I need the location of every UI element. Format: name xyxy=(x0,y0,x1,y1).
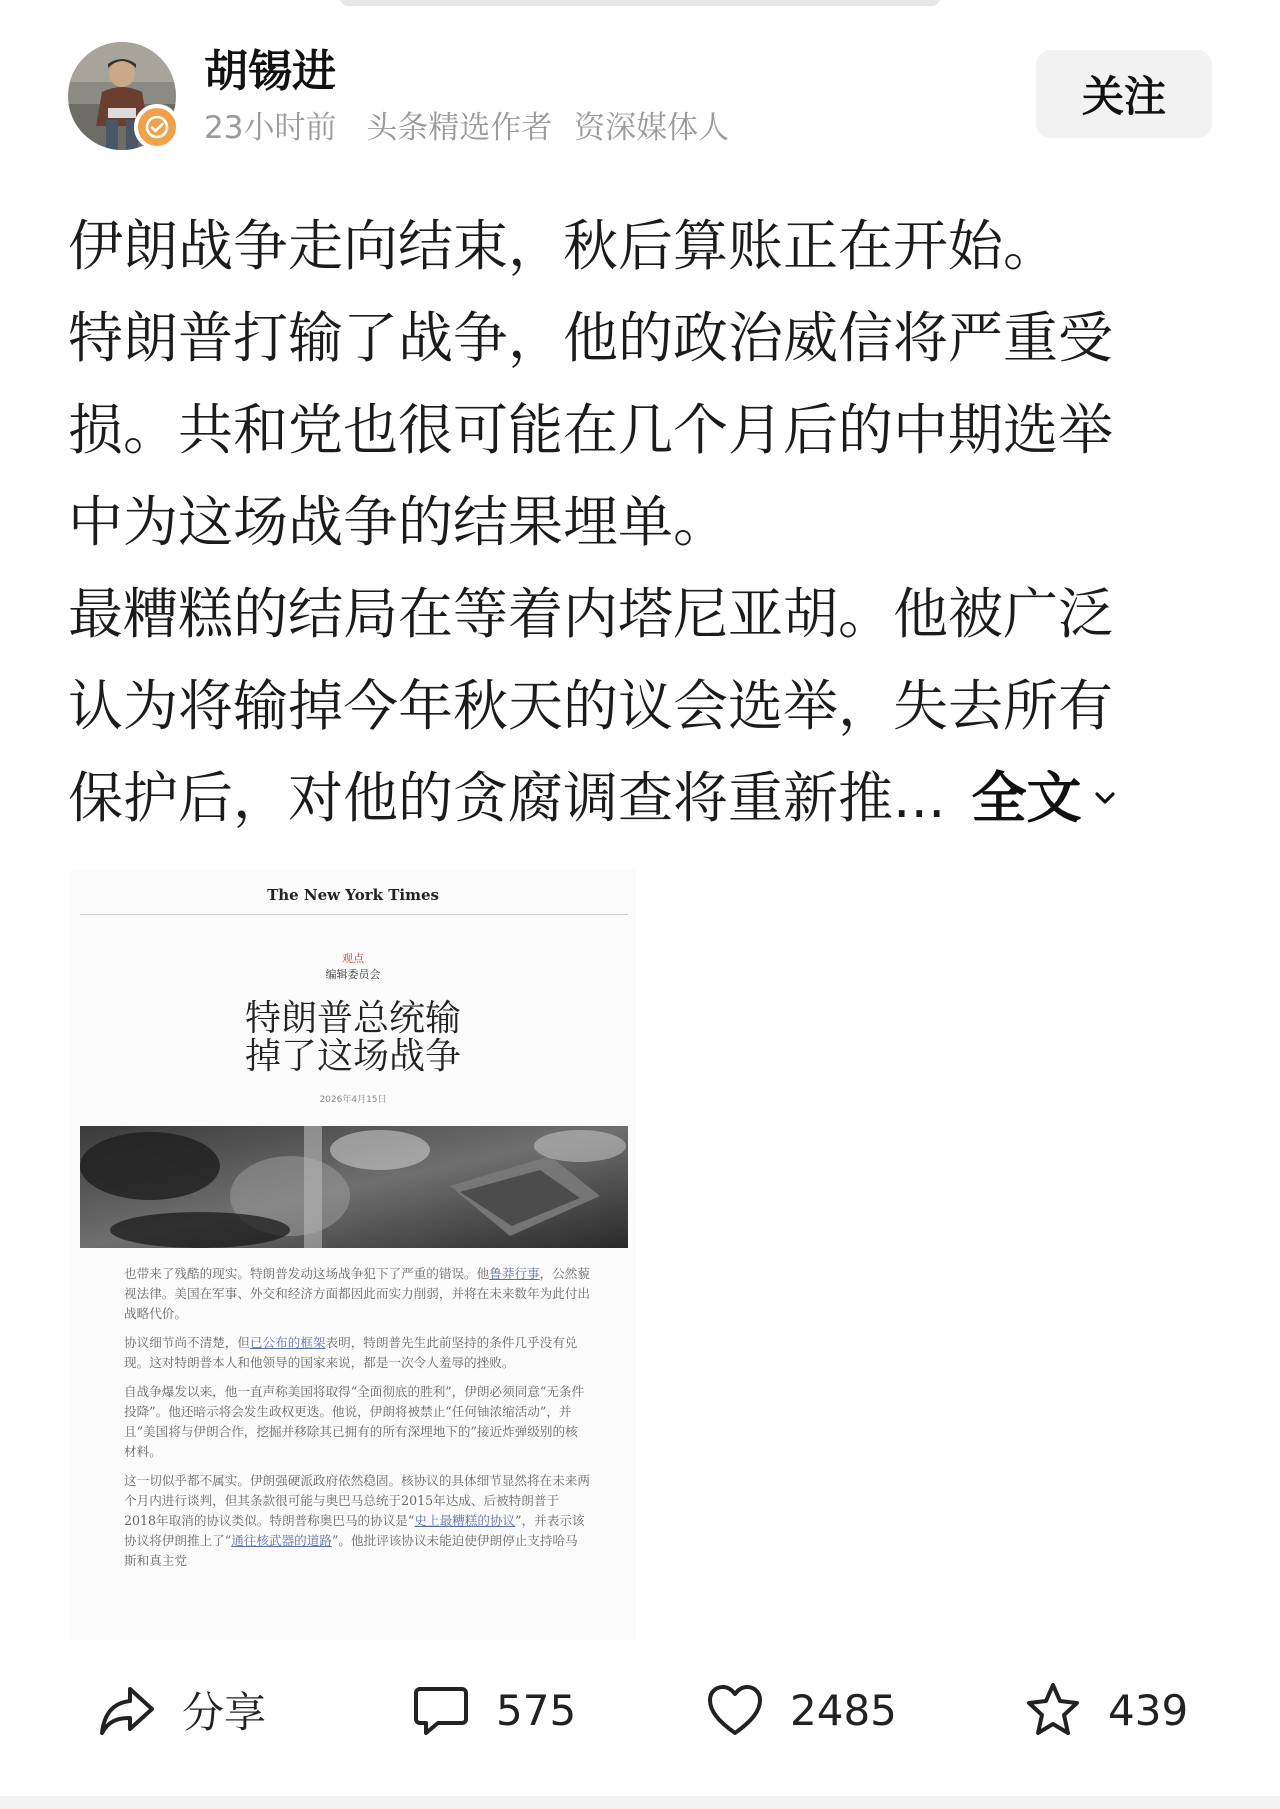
post-line: 认为将输掉今年秋天的议会选举，失去所有 xyxy=(68,674,1114,738)
article-date: 2026年4月15日 xyxy=(319,1095,387,1105)
article-paragraph xyxy=(124,1264,590,1324)
author-badge: 头条精选作者 xyxy=(366,110,553,146)
headline-line: 掉了这场战争 xyxy=(244,1036,461,1077)
post-line: 伊朗战争走向结束，秋后算账正在开始。 xyxy=(68,214,1059,278)
bottom-divider xyxy=(0,1796,1280,1809)
article-paragraph xyxy=(124,1333,590,1373)
share-icon xyxy=(96,1679,158,1741)
article-paragraph xyxy=(124,1471,590,1571)
comment-button[interactable] xyxy=(410,1668,576,1752)
comment-count: 575 xyxy=(496,1685,577,1735)
expand-label: 全文 xyxy=(971,766,1082,830)
article-text-run: 表明，特朗普先生此前坚持的条件几乎没有兑现。这对特朗普本人和他领导的国家来说，都是一次令人羞辱的挫败。 xyxy=(124,1335,578,1370)
like-count: 2485 xyxy=(790,1685,897,1735)
masthead: The New York Times xyxy=(267,886,439,904)
action-bar xyxy=(0,1668,1280,1752)
top-sheet-handle xyxy=(340,0,940,6)
article-link: 通往核武器的道路 xyxy=(231,1533,332,1548)
post-meta xyxy=(204,108,729,148)
star-icon xyxy=(1022,1679,1084,1741)
like-button[interactable] xyxy=(704,1668,897,1752)
share-label: 分享 xyxy=(182,1688,267,1737)
section-sub-label: 编辑委员会 xyxy=(325,968,381,981)
verified-badge-icon xyxy=(134,104,180,150)
article-headline xyxy=(70,1000,636,1076)
headline-line: 特朗普总统输 xyxy=(244,998,461,1039)
article-text-run: ”，并表示该协议将伊朗推上了“ xyxy=(124,1513,585,1548)
article-text-run: 也带来了残酷的现实。特朗普发动这场战争犯下了严重的错误。他 xyxy=(124,1266,490,1281)
post-time: 23小时前 xyxy=(204,110,337,146)
author-badge: 资深媒体人 xyxy=(574,110,730,146)
article-text-run: 协议细节尚不清楚，但 xyxy=(124,1335,250,1350)
article-link: 史上最糟糕的协议 xyxy=(414,1513,516,1528)
heart-icon xyxy=(704,1679,766,1741)
aerial-destruction-photo xyxy=(80,1126,628,1248)
share-button[interactable] xyxy=(96,1668,266,1752)
follow-button[interactable]: 关注 xyxy=(1036,50,1212,138)
post-line: 保护后，对他的贪腐调查将重新推... xyxy=(68,766,946,830)
article-link: 已公布的框架 xyxy=(249,1335,326,1350)
article-text-run: ，公然藐视法律。美国在军事、外交和经济方面都因此而实力削弱，并将在未来数年为此付出战略代价。 xyxy=(124,1266,590,1321)
favorite-count: 439 xyxy=(1108,1685,1189,1735)
comment-icon xyxy=(410,1679,472,1741)
post-line: 中为这场战争的结果埋单。 xyxy=(68,490,729,554)
chevron-down-icon xyxy=(1091,784,1119,812)
post-line: 损。共和党也很可能在几个月后的中期选举 xyxy=(68,398,1114,462)
post-line-last xyxy=(68,752,1218,844)
post-line: 特朗普打输了战争，他的政治威信将严重受 xyxy=(68,306,1114,370)
post-text xyxy=(68,200,1218,844)
article-body xyxy=(124,1264,590,1580)
article-text-run: ”。他批评该协议未能迫使伊朗停止支持哈马斯和真主党 xyxy=(124,1533,578,1568)
article-paragraph xyxy=(124,1382,590,1462)
section-label: 观点 xyxy=(342,952,364,965)
favorite-button[interactable] xyxy=(1022,1668,1188,1752)
article-link: 鲁莽行事 xyxy=(489,1266,540,1281)
expand-full-text-button[interactable] xyxy=(971,752,1119,844)
masthead-divider xyxy=(80,914,628,915)
post-line: 最糟糕的结局在等着内塔尼亚胡。他被广泛 xyxy=(68,582,1114,646)
article-text-run: 自战争爆发以来，他一直声称美国将取得“全面彻底的胜利”，伊朗必须同意“无条件投降”。他还暗示将会发生政权更迭。他说，伊朗将被禁止“任何铀浓缩活动”，并且“美国将与伊朗合作，挖掘并移除其已拥有的所有深埋地下的”接近炸弹级别的核材料。 xyxy=(124,1384,585,1459)
article-screenshot-image[interactable] xyxy=(70,870,636,1640)
article-text-run: 这一切似乎都不属实。伊朗强硬派政府依然稳固。核协议的具体细节显然将在未来两个月内进行谈判，但其条款很可能与奥巴马总统于2015年达成、后被特朗普于2018年取消的协议类似。特朗普称奥巴马的协议是“ xyxy=(124,1473,590,1528)
author-name[interactable]: 胡锡进 xyxy=(204,46,336,97)
